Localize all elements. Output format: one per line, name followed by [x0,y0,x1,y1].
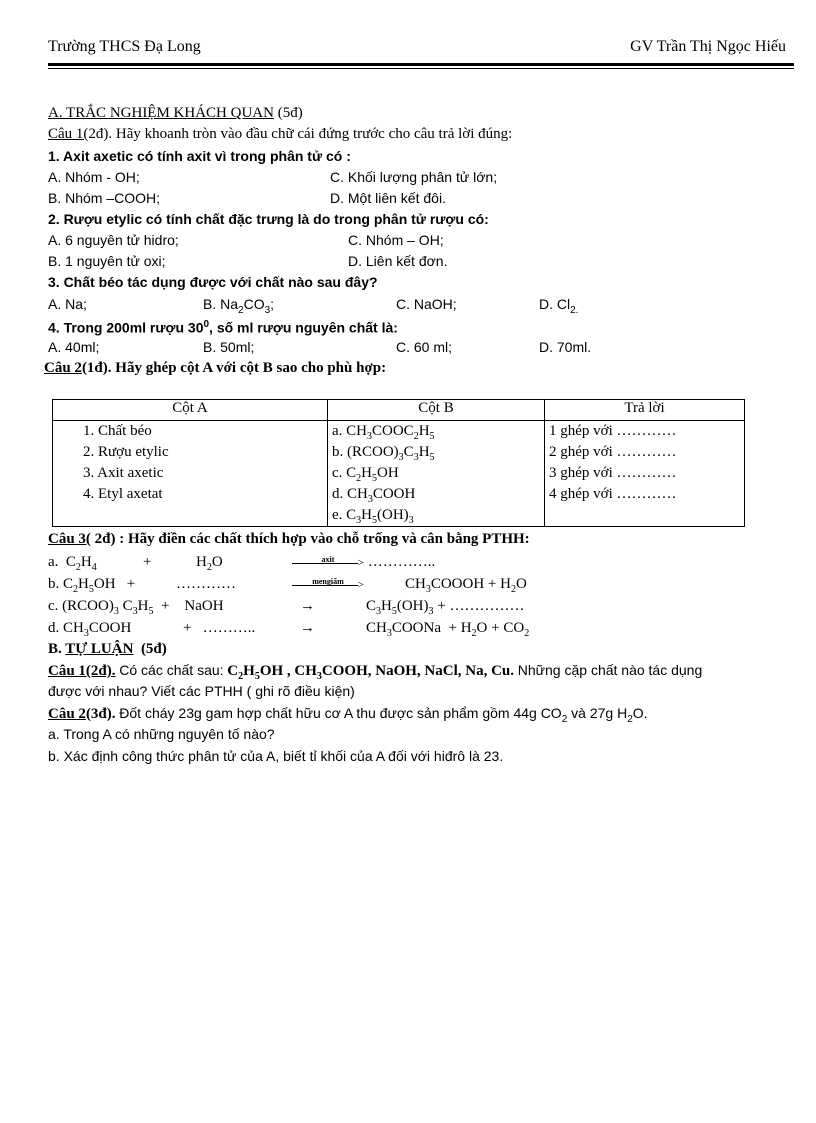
b-cau2-label: Câu 2 [48,706,86,722]
eq-a-left: a. $C_2H_4$ [48,554,97,573]
section-b-points: (5đ) [140,641,167,657]
section-b-prefix: B. [48,641,66,657]
col-a-item: 2. Rượu etylic [83,444,169,460]
col-a-item: 1. Chất béo [83,423,152,439]
cau3-label: Câu 3( [48,531,91,547]
q2-stem: 2. Rượu etylic có tính chất đặc trưng là do trong phân tử rượu có: [48,211,489,227]
cau2-rest: (1đ). Hãy ghép cột A với cột B sao cho phù hợp: [81,360,387,376]
eq-b-left: b. $C_2H_5OH$ + [48,576,136,595]
col-b-item: d. $CH_3COOH$ [332,486,416,505]
q2-opt-a: A. 6 nguyên tử hidro; [48,232,179,248]
col-b-item: a. $CH_3COOC_2H_5$ [332,423,435,442]
q1-opt-a: A. Nhóm - OH; [48,169,140,185]
cau1-instruction: . Hãy khoanh tròn vào đầu chữ cái đứng trước cho câu trả lời đúng [108,126,509,142]
eq-a-arrow-line [292,552,435,572]
cau2-label: Câu 2 [44,360,82,376]
cau3-rest: 2đ) : Hãy điền các chất thích hợp vào chỗ trống và cân bằng PTHH: [94,531,530,547]
col-a-item: 3. Axit axetic [83,465,164,481]
cau2-header [44,358,386,378]
cau1-label: Câu 1( [48,126,89,142]
q4-opt-d: D. 70ml. [539,339,592,355]
q4-opt-b: B. 50ml; [203,339,255,355]
eq-d-blank[interactable]: ……….. [202,620,256,636]
section-b-title-line [48,639,167,659]
eq-d-arrow: → [300,620,315,636]
q3-opt-a: A. Na; [48,296,87,312]
eq-b-blank[interactable]: ………… [176,576,236,592]
section-b-title: TỰ LUẬN [65,641,134,657]
col-b-item: c. $C_2H_5OH$ [332,465,399,484]
col-b-cell [328,421,545,527]
section-a-title-line [48,103,303,123]
q3-opt-d: D. $Cl_{2.}$ [539,296,579,316]
b-cau2-b: b. Xác định công thức phân tử của A, biết tỉ khối của A đối với hiđrô là 23. [48,748,504,764]
reaction-arrow: axit > [292,554,364,572]
q1-opt-c: C. Khối lượng phân tử lớn; [330,169,498,185]
header-rule-thin [48,68,794,69]
b-cau1-text1: Có các chất sau: [119,662,224,678]
q4-opt-a: A. 40ml; [48,339,100,355]
cau3-header [48,529,530,549]
eq-c-blank[interactable]: …………… [449,598,525,614]
col-b-item: b. $(RCOO)_3C_3H_5$ [332,444,435,463]
q3-opt-c: C. NaOH; [396,296,457,312]
b-cau2-a: a. Trong A có những nguyên tố nào? [48,726,275,742]
eq-a-plus: + [143,554,152,570]
q1-stem: 1. Axit axetic có tính axit vì trong phân tử có : [48,148,351,164]
eq-d-left: d. $CH_3COOH$ [48,620,132,639]
answer-blank[interactable]: 3 ghép với ………… [549,465,677,481]
header-rule-thick [48,63,794,66]
q1-opt-d: D. Một liên kết đôi. [330,190,446,206]
b-cau2-points: (3đ). [85,706,116,722]
col-b-item: e. $C_3H_5(OH)_3$ [332,507,414,526]
eq-c-left: c. $(RCOO)_3$ $C_3H_5$ + NaOH [48,598,224,617]
eq-d-plus: + ……….. [183,620,256,636]
section-a-title: A. TRẮC NGHIỆM KHÁCH QUAN [48,105,274,121]
b-cau1-line2: được với nhau? Viết các PTHH ( ghi rõ điều kiện) [48,683,355,699]
teacher-name: GV Trần Thị Ngọc Hiếu [630,38,786,55]
col-c-header: Trả lời [545,400,745,421]
q1-opt-b: B. Nhóm –COOH; [48,190,161,206]
q3-stem: 3. Chất béo tác dụng được với chất nào sau đây? [48,274,378,290]
col-b-header: Cột B [328,400,545,421]
section-a-points: (5đ) [277,105,303,121]
answer-blank[interactable]: 4 ghép với ………… [549,486,677,502]
eq-b-arrow-line [292,574,364,594]
col-a-header: Cột A [53,400,328,421]
col-c-cell [545,421,745,527]
school-name: Trường THCS Đạ Long [48,38,201,55]
matching-table [52,399,745,527]
reaction-arrow: mengiấm > [292,576,364,594]
page-header [48,38,786,60]
q4-stem: 4. Trong 200ml rượu $30^0$, số ml rượu nguyên chất là: [48,319,398,336]
q2-opt-d: D. Liên kết đơn. [348,253,448,269]
q2-opt-b: B. 1 nguyên tử oxi; [48,253,166,269]
col-a-item: 4. Etyl axetat [83,486,163,502]
q4-opt-c: C. 60 ml; [396,339,453,355]
b-cau1-chem: $C_2H_5OH$ , $CH_3COOH$, NaOH, NaCl, Na, Cu. [227,663,514,682]
catalyst-label: mengiấm [312,576,344,586]
eq-d-right: $CH_3COONa + H_2O + CO_2$ [366,620,530,639]
eq-c-right: $C_3H_5(OH)_3$ + …………… [366,598,525,617]
b-cau2-text: Đốt cháy 23g gam hợp chất hữu cơ A thu được sản phẩm gồm 44g $CO_2$ và 27g $H_2O$. [119,705,648,725]
catalyst-label: axit [321,554,335,564]
eq-a-blank[interactable]: ………….. [367,554,436,570]
cau1-points: 2đ) [88,126,109,142]
b-cau1-text2: Những cặp chất nào tác dụng [517,662,703,678]
eq-a-water: $H_2O$ [196,554,223,573]
q3-opt-b: B. $Na_2CO_3$; [203,296,275,316]
answer-blank[interactable]: 2 ghép với ………… [549,444,677,460]
eq-c-arrow: → [300,598,315,614]
q2-opt-c: C. Nhóm – OH; [348,232,444,248]
cau1-header: Câu 1(2đ). Hãy khoanh tròn vào đầu chữ cái đứng trước cho câu trả lời đúng: [48,126,513,142]
b-cau1-label: Câu 1(2đ). [48,663,116,679]
col-a-cell [53,421,328,527]
eq-b-right: $CH_3COOOH + H_2O$ [405,576,527,595]
answer-blank[interactable]: 1 ghép với ………… [549,423,677,439]
